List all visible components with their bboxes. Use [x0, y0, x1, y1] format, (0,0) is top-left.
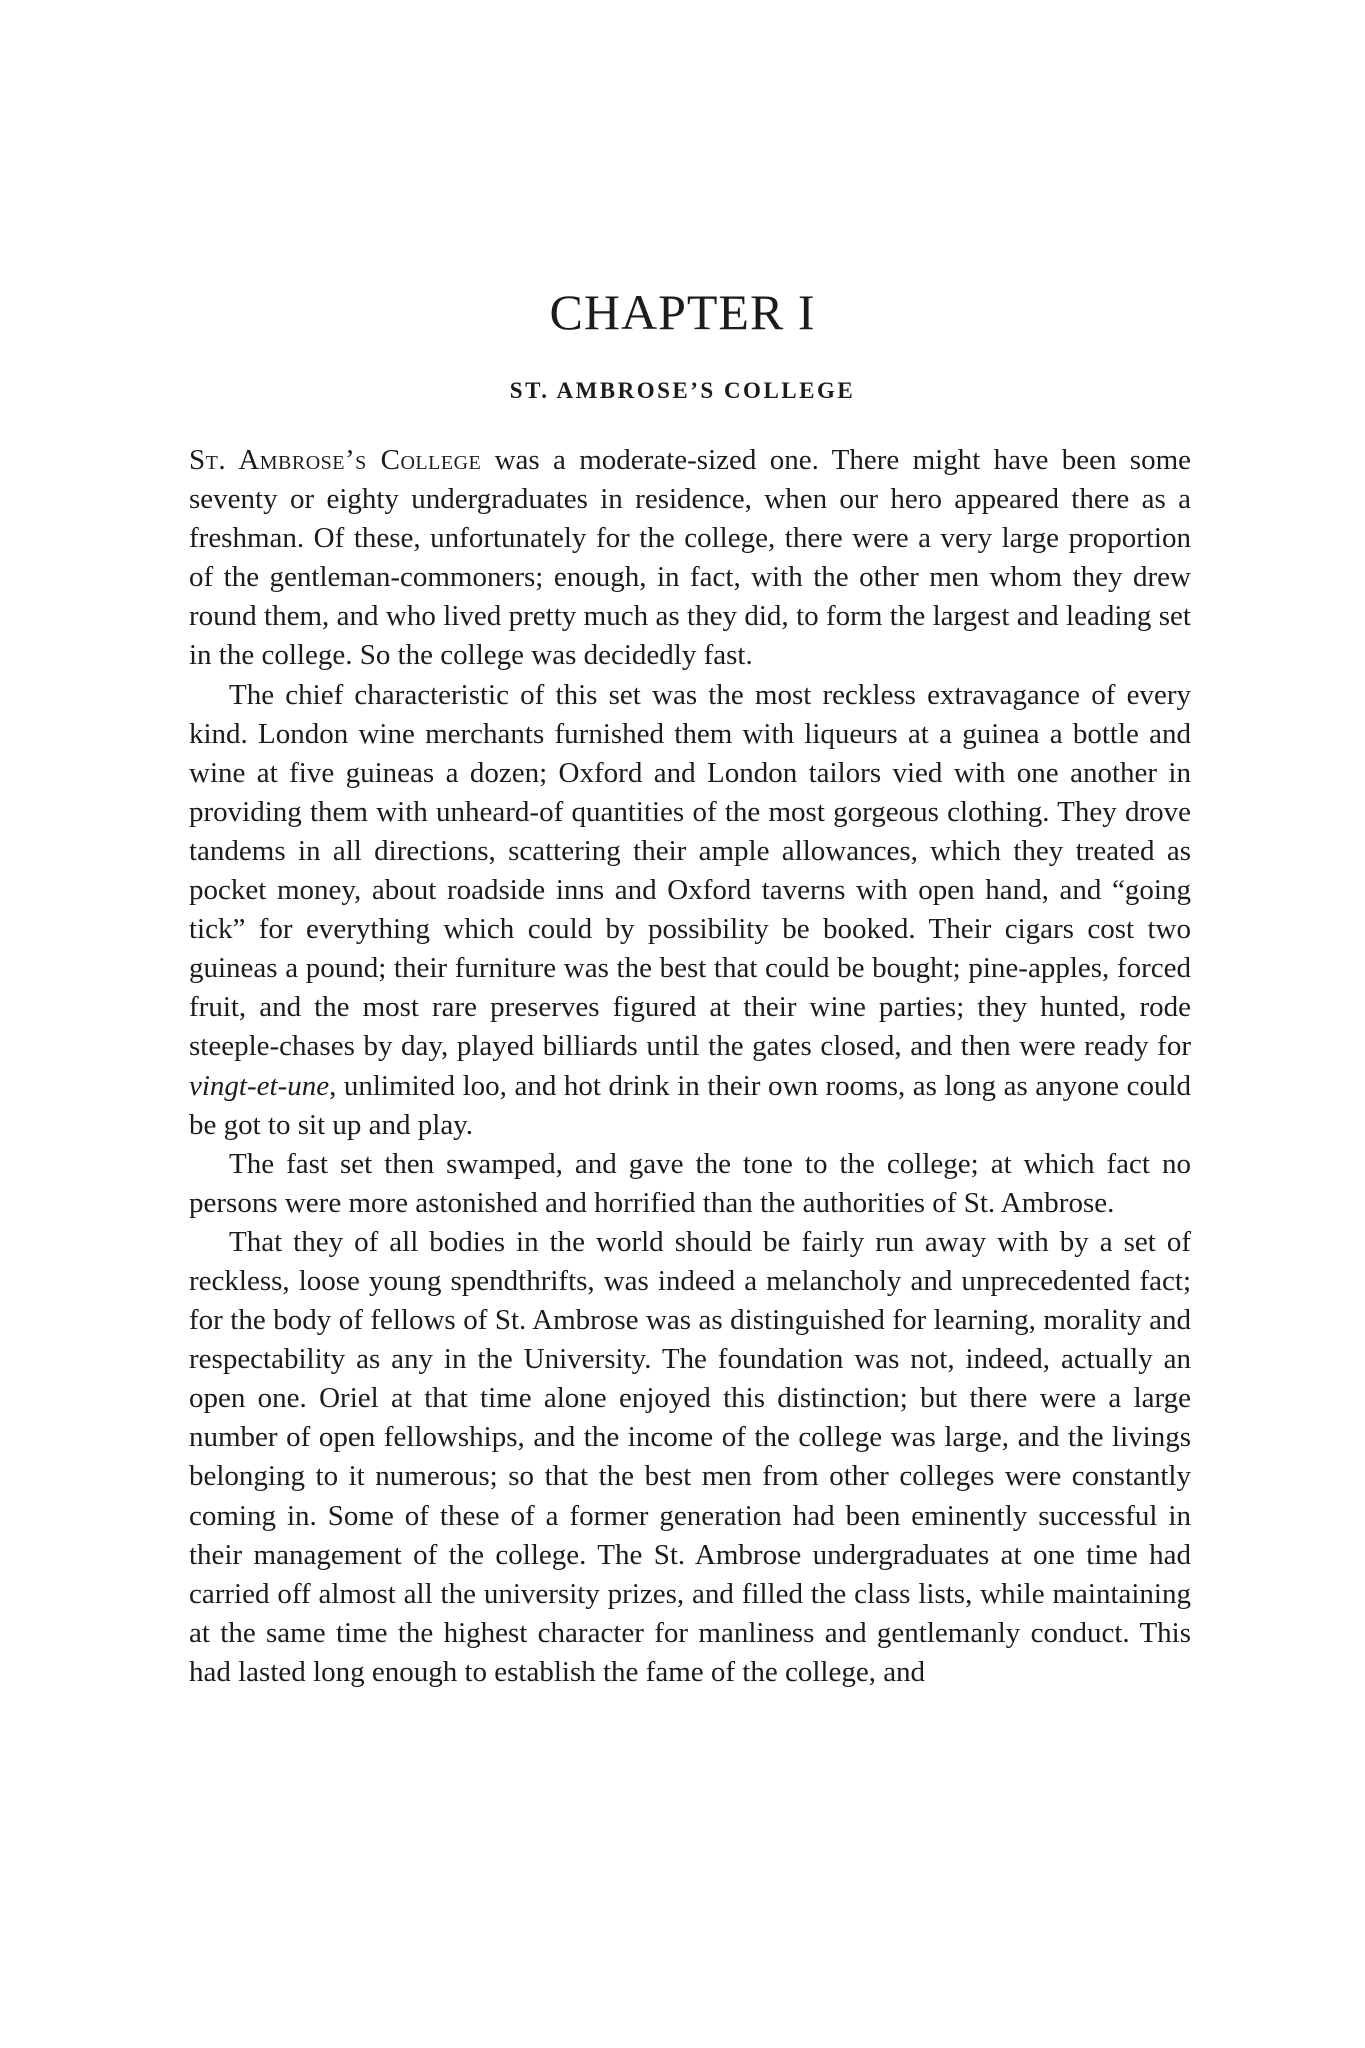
opening-words: St. Ambrose’s College [189, 444, 482, 476]
paragraph-2 [189, 676, 1191, 1145]
paragraph-4: That they of all bodies in the world should be fairly run away with by a set of reckless, loose young spendthrifts, was indeed a melancholy and unprecedented fact; for the body of fellows of St. Ambrose was as distinguished for learning, morality and respectability as any in the University. The foundation was not, indeed, actually an open one. Oriel at that time alone enjoyed this distinction; but there were a large number of open fellowships, and the income of the college was large, and the livings belonging to it numerous; so that the best men from other colleges were constantly coming in. Some of these of a former generation had been eminently successful in their management of the college. The St. Ambrose undergraduates at one time had carried off almost all the university prizes, and filled the class lists, while maintaining at the same time the highest character for manliness and gentlemanly conduct. This had lasted long enough to establish the fame of the college, and [189, 1225, 1191, 1688]
paragraph-1 [189, 441, 1191, 676]
paragraph-1-text: was a moderate-sized one. There might have been some seventy or eighty undergraduates in residence, when our hero appeared there as a freshman. Of these, unfortunately for the college, there were a very large proportion of the gentleman-commoners; enough, in fact, with the other men whom they drew round them, and who lived pretty much as they did, to form the largest and leading set in the college. So the college was decidedly fast. [189, 444, 1192, 672]
italic-term: vingt-et-une [189, 1069, 330, 1102]
chapter-title: CHAPTER I [549, 284, 816, 340]
chapter-subtitle: ST. AMBROSE’S COLLEGE [509, 378, 856, 403]
paragraph-2-text-before: The chief characteristic of this set was the most reckless extravagance of every kind. London wine merchants furnished them with liqueurs at a guinea a bottle and wine at five guineas a dozen; Oxford and London tailors vied with one another in providing them with unheard-of quantities of the most gorgeous clothing. They drove tandems in all directions, scattering their ample allowances, which they treated as pocket money, about roadside inns and Oxford taverns with open hand, and “going tick” for everything which could by possibility be booked. Their cigars cost two guineas a pound; their furniture was the best that could be bought; pine-apples, forced fruit, and the most rare preserves figured at their wine parties; they hunted, rode steeple-chases by day, played billiards until the gates closed, and then were ready for [189, 678, 1191, 1063]
paragraph-3: The fast set then swamped, and gave the tone to the college; at which fact no persons were more astonished and horrified than the authorities of St. Ambrose. [189, 1147, 1191, 1219]
paragraph-2-text-after: , unlimited loo, and hot drink in their own rooms, as long as anyone could be got to sit up and play. [189, 1069, 1191, 1141]
chapter-body [189, 441, 1191, 1692]
